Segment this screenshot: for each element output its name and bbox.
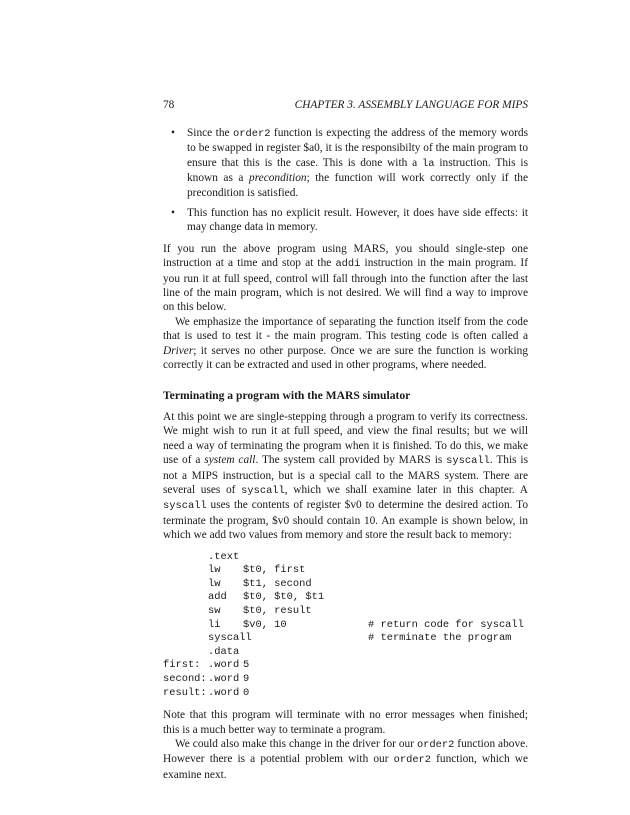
code-listing: [163, 551, 528, 701]
code-line: first: .word 5: [163, 659, 250, 672]
code-comment: # terminate the program: [368, 632, 512, 645]
paragraph-driver: We emphasize the importance of separating the function itself from the code that is used to test it - the main program. This testing code is often called a Driver; it serves no other purpose. Once we are sure the function is working correctly it can be extracted and used in other programs, where needed.: [163, 315, 528, 372]
bullet-dot-icon: •: [171, 127, 175, 139]
chapter-title: CHAPTER 3. ASSEMBLY LANGUAGE FOR MIPS: [294, 99, 528, 111]
page-number: 78: [163, 99, 175, 111]
code-line: lw $t1, second: [208, 577, 312, 590]
bullet-item-side-effects: • This function has no explicit result. However, it does have side effects: it may change data in memory.: [171, 207, 528, 234]
body-text: [163, 126, 528, 782]
code-line: sw $t0, result: [208, 604, 312, 617]
code-comment: # return code for syscall: [368, 618, 524, 631]
code-line: syscall # terminate the program: [208, 632, 512, 645]
paragraph-order2-problem: We could also make this change in the driver for our order2 function above. However there is a potential problem with our order2 function, which we examine next.: [163, 737, 528, 781]
paragraph-syscall: At this point we are single-stepping through a program to verify its correctness. We might wish to run it at full speed, and view the final results; but we will need a way of terminating the program when it is finished. To do this, we make use of a system call. The system call provided by MARS is syscall. This is not a MIPS instruction, but is a special call to the MARS system. There are several uses of syscall, which we shall examine later in this chapter. A syscall uses the contents of register $v0 to determine the desired action. To terminate the program, $v0 should contain 10. An example is shown below, in which we add two values from memory and store the result back to memory:: [163, 410, 528, 542]
code-line: .data: [208, 645, 240, 658]
code-inline: order2: [393, 754, 432, 767]
bullet-dot-icon: •: [171, 207, 175, 220]
running-header: [163, 98, 528, 114]
code-line: result:.word 0: [163, 686, 250, 699]
code-inline: order2: [416, 738, 455, 751]
emphasis: Driver: [163, 344, 194, 357]
paragraph-note: Note that this program will terminate with no error messages when finished; this is a much better way to terminate a program.: [163, 709, 528, 736]
code-inline: syscall: [446, 455, 490, 468]
bullet-list: [163, 126, 528, 235]
emphasis: precondition: [249, 172, 307, 185]
code-inline: la: [422, 157, 435, 170]
code-inline: order2: [233, 128, 271, 140]
code-inline: syscall: [241, 484, 285, 497]
code-inline: syscall: [163, 500, 207, 513]
code-line: li $v0, 10 # return code for syscall: [208, 618, 524, 631]
code-line: lw $t0, first: [208, 564, 306, 577]
code-line: .text: [208, 550, 240, 563]
code-line: second:.word 9: [163, 672, 250, 685]
paragraph-run-mars: If you run the above program using MARS, you should single-step one instruction at a time and stop at the addi instruction in the main program. If you run it at full speed, control will fall through into the function after the last line of the main program, which is not desired. We will find a way to improve on this below.: [163, 242, 528, 314]
bullet-item-precondition: • Since the order2 function is expecting the address of the memory words to be swapped in register $a0, it is the responsibilty of the main program to ensure that this is the case. This is done with a la instruction. This is known as a precondition; the function will work correctly only if the precondition is satisfied.: [171, 127, 528, 199]
section-heading: Terminating a program with the MARS simulator: [163, 388, 411, 402]
emphasis: system call: [204, 454, 256, 467]
code-inline: addi: [335, 258, 361, 271]
code-line: add $t0, $t0, $t1: [208, 591, 325, 604]
